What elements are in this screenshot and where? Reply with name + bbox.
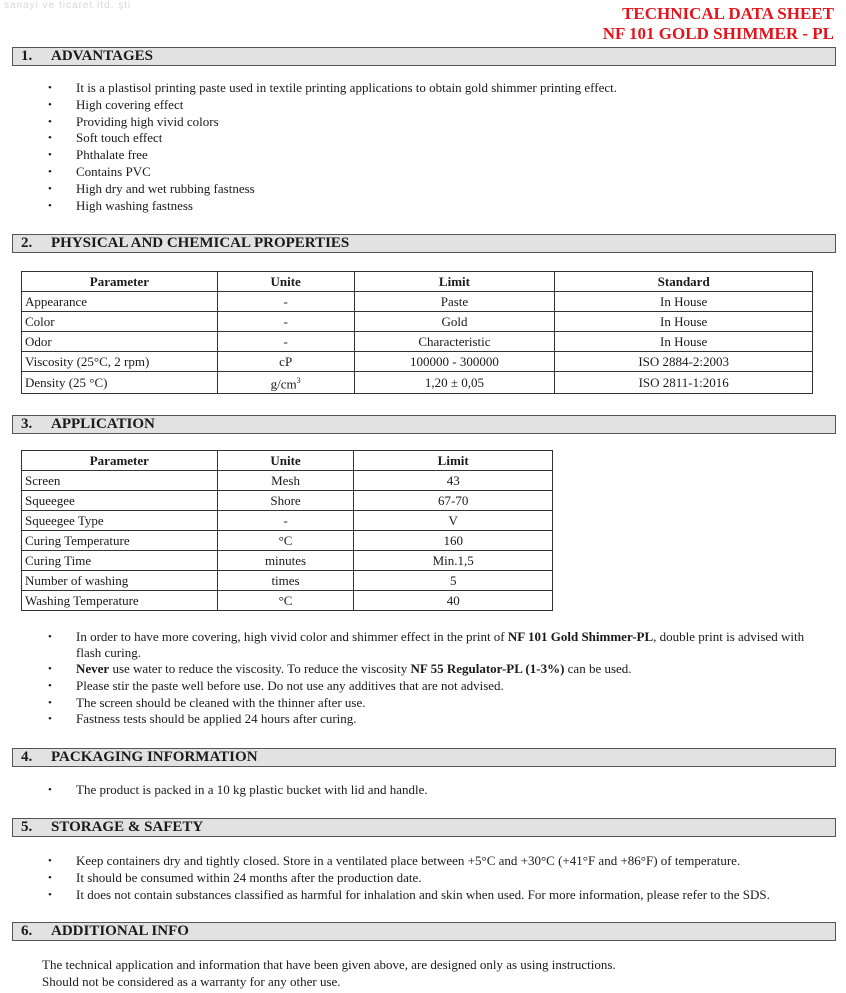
section-header-packaging <box>12 748 836 767</box>
section-number: 5. <box>21 819 33 835</box>
table-row <box>22 352 813 372</box>
table-cell: 40 <box>354 591 553 611</box>
table-cell: °C <box>217 531 354 551</box>
list-item: • Providing high vivid colors <box>48 114 617 131</box>
list-item: • It is a plastisol printing paste used in textile printing applications to obtain gold shimmer printing effect. <box>48 80 617 97</box>
section-header-application <box>12 415 836 434</box>
advantages-list <box>48 80 617 214</box>
storage-list <box>48 853 828 903</box>
properties-table <box>21 271 813 394</box>
table-cell: Viscosity (25°C, 2 rpm) <box>22 352 218 372</box>
table-cell: 67-70 <box>354 491 553 511</box>
section-title: ADVANTAGES <box>51 48 153 64</box>
note-text: , double print is advised with flash curing. <box>76 629 805 660</box>
table-cell: Curing Temperature <box>22 531 218 551</box>
section-title: ADDITIONAL INFO <box>51 923 189 939</box>
column-header: Standard <box>555 272 813 292</box>
title-line-2: NF 101 GOLD SHIMMER - PL <box>602 24 834 43</box>
section-title: APPLICATION <box>51 416 155 432</box>
table-row <box>22 372 813 394</box>
table-row <box>22 591 553 611</box>
note-text: use water to reduce the viscosity. To reduce the viscosity <box>109 661 411 676</box>
table-cell: ISO 2811-1:2016 <box>555 372 813 394</box>
column-header: Parameter <box>22 451 218 471</box>
table-cell: Shore <box>217 491 354 511</box>
document-title <box>603 4 834 44</box>
company-watermark: sanayi ve ticaret ltd. şti <box>4 0 132 11</box>
table-cell: V <box>354 511 553 531</box>
table-row <box>22 471 553 491</box>
table-row <box>22 312 813 332</box>
column-header: Limit <box>354 451 553 471</box>
table-row <box>22 292 813 312</box>
section-header-storage-safety <box>12 818 836 837</box>
table-cell: Squeegee <box>22 491 218 511</box>
table-cell: Characteristic <box>354 332 555 352</box>
list-item: • Soft touch effect <box>48 130 617 147</box>
section-number: 4. <box>21 749 33 765</box>
table-cell: °C <box>217 591 354 611</box>
table-row <box>22 491 553 511</box>
table-cell: Odor <box>22 332 218 352</box>
list-item: • High washing fastness <box>48 198 617 215</box>
list-item: • The screen should be cleaned with the thinner after use. <box>48 695 808 712</box>
density-unit: g/cm <box>270 376 297 392</box>
title-line-1: TECHNICAL DATA SHEET <box>622 4 834 23</box>
list-item: • High dry and wet rubbing fastness <box>48 181 617 198</box>
table-cell: - <box>217 332 354 352</box>
packaging-list <box>48 782 428 799</box>
list-item: • High covering effect <box>48 97 617 114</box>
table-cell: In House <box>555 292 813 312</box>
table-cell: times <box>217 571 354 591</box>
table-header-row <box>22 272 813 292</box>
list-item: • It should be consumed within 24 months after the production date. <box>48 870 828 887</box>
table-cell: - <box>217 511 354 531</box>
table-cell: Washing Temperature <box>22 591 218 611</box>
section-number: 6. <box>21 923 33 939</box>
note-text: can be used. <box>564 661 632 676</box>
section-title: PACKAGING INFORMATION <box>51 749 258 765</box>
table-cell: - <box>217 312 354 332</box>
column-header: Unite <box>217 272 354 292</box>
table-row <box>22 531 553 551</box>
table-row <box>22 571 553 591</box>
table-cell: 1,20 ± 0,05 <box>354 372 555 394</box>
table-cell: ISO 2884-2:2003 <box>555 352 813 372</box>
section-number: 3. <box>21 416 33 432</box>
section-title: PHYSICAL AND CHEMICAL PROPERTIES <box>51 235 350 251</box>
density-unit-superscript: 3 <box>296 376 301 385</box>
additional-info-line: The technical application and information that have been given above, are designed only as using instructions. <box>42 957 616 972</box>
application-table <box>21 450 553 611</box>
list-item: • Keep containers dry and tightly closed. Store in a ventilated place between +5°C and +30°C (+41°F and +86°F) of temperature. <box>48 853 828 870</box>
table-header-row <box>22 451 553 471</box>
table-row <box>22 332 813 352</box>
list-item <box>48 661 808 678</box>
table-cell: Min.1,5 <box>354 551 553 571</box>
table-cell: Number of washing <box>22 571 218 591</box>
warning-word: Never <box>76 661 110 676</box>
section-title: STORAGE & SAFETY <box>51 819 204 835</box>
table-row <box>22 551 553 571</box>
table-cell: Appearance <box>22 292 218 312</box>
regulator-name: NF 55 Regulator-PL (1-3%) <box>410 661 565 676</box>
table-cell: Color <box>22 312 218 332</box>
note-text: In order to have more covering, high vivid color and shimmer effect in the print of <box>76 629 508 644</box>
table-cell: - <box>217 292 354 312</box>
table-cell: In House <box>555 312 813 332</box>
list-item: • Please stir the paste well before use. Do not use any additives that are not advised. <box>48 678 808 695</box>
table-cell: Density (25 °C) <box>22 372 218 394</box>
list-item: • It does not contain substances classified as harmful for inhalation and skin when used. For more information, please refer to the SDS. <box>48 887 828 904</box>
table-cell <box>217 372 354 394</box>
table-cell: 160 <box>354 531 553 551</box>
list-item <box>48 629 808 661</box>
application-notes-list <box>48 629 808 728</box>
table-cell: cP <box>217 352 354 372</box>
table-cell: 5 <box>354 571 553 591</box>
list-item: • The product is packed in a 10 kg plastic bucket with lid and handle. <box>48 782 428 799</box>
table-cell: 43 <box>354 471 553 491</box>
section-number: 1. <box>21 48 33 64</box>
table-cell: Mesh <box>217 471 354 491</box>
table-cell: In House <box>555 332 813 352</box>
section-header-properties <box>12 234 836 253</box>
list-item: • Phthalate free <box>48 147 617 164</box>
table-cell: Paste <box>354 292 555 312</box>
table-cell: Squeegee Type <box>22 511 218 531</box>
column-header: Unite <box>217 451 354 471</box>
product-name: NF 101 Gold Shimmer-PL <box>507 629 654 644</box>
column-header: Parameter <box>22 272 218 292</box>
list-item: • Fastness tests should be applied 24 hours after curing. <box>48 711 808 728</box>
table-cell: 100000 - 300000 <box>354 352 555 372</box>
additional-info-line: Should not be considered as a warranty for any other use. <box>42 973 341 989</box>
table-cell: Curing Time <box>22 551 218 571</box>
additional-info-text <box>42 957 616 990</box>
table-cell: Gold <box>354 312 555 332</box>
list-item: • Contains PVC <box>48 164 617 181</box>
section-header-advantages <box>12 47 836 66</box>
section-number: 2. <box>21 235 33 251</box>
table-row <box>22 511 553 531</box>
table-cell: Screen <box>22 471 218 491</box>
column-header: Limit <box>354 272 555 292</box>
table-cell: minutes <box>217 551 354 571</box>
section-header-additional-info <box>12 922 836 941</box>
